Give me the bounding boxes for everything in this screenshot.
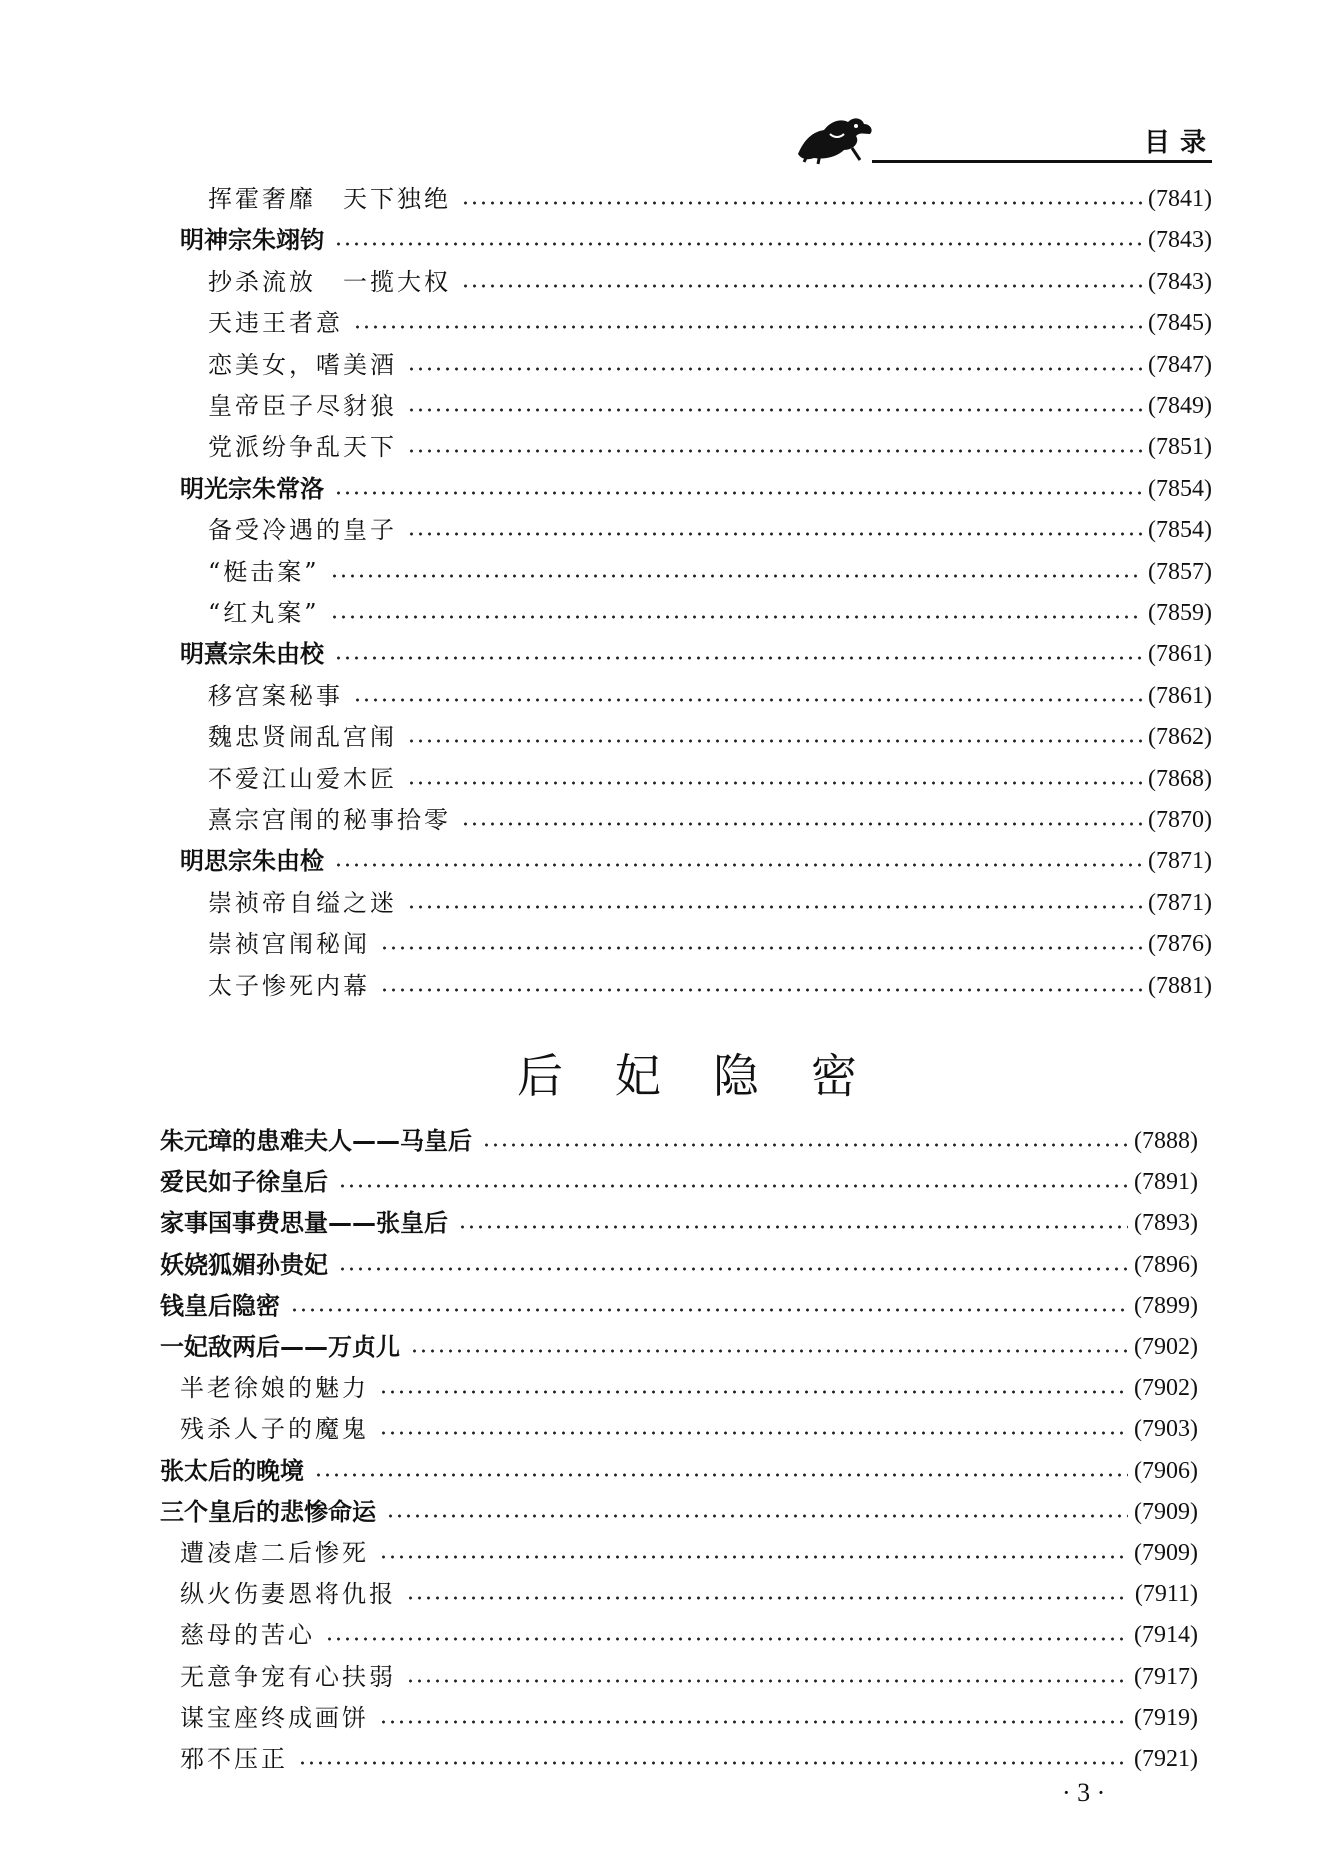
dot-leader	[330, 561, 1142, 579]
dot-leader	[461, 809, 1142, 827]
dot-leader	[334, 478, 1142, 496]
toc-entry	[180, 633, 1212, 669]
toc-entry	[180, 1532, 1198, 1568]
toc-entry-page: (7854)	[1148, 475, 1212, 502]
toc-entry-title: 钱皇后隐密	[160, 1291, 280, 1320]
toc-entry-page: (7914)	[1134, 1622, 1198, 1649]
header-title: 目录	[1143, 128, 1216, 158]
dot-leader	[334, 850, 1142, 868]
toc-entry-title: 妖娆狐媚孙贵妃	[160, 1250, 328, 1279]
toc-entry	[208, 675, 1212, 711]
toc-entry-title: 太子惨死内幕	[208, 971, 370, 1000]
toc-entry-title: 明思宗朱由检	[180, 847, 324, 876]
toc-entry	[208, 716, 1212, 752]
toc-entry	[160, 1161, 1198, 1197]
toc-entry	[180, 468, 1212, 504]
toc-entry-page: (7871)	[1148, 889, 1212, 916]
toc-entry-title: 爱民如子徐皇后	[160, 1168, 328, 1197]
toc-entry-title: 崇祯宫闱秘闻	[208, 930, 370, 959]
toc-entry-title: 慈母的苦心	[180, 1621, 315, 1650]
toc-entry-title: 纵火伤妻恩将仇报	[180, 1580, 396, 1609]
dot-leader	[407, 519, 1142, 537]
toc-entry	[208, 551, 1212, 587]
dot-leader	[482, 1130, 1128, 1148]
header-rule	[872, 160, 1212, 163]
toc-entry	[180, 1738, 1198, 1774]
toc-entry-page: (7903)	[1134, 1416, 1198, 1443]
toc-entry	[160, 1244, 1198, 1280]
toc-entry	[180, 1573, 1198, 1609]
toc-entry-title: 一妃敌两后——万贞儿	[160, 1333, 400, 1361]
dot-leader	[353, 312, 1142, 330]
dot-leader	[325, 1624, 1128, 1642]
dot-leader	[338, 1171, 1128, 1189]
toc-entry	[208, 592, 1212, 628]
toc-entry-page: (7862)	[1148, 724, 1212, 751]
dot-leader	[406, 1583, 1129, 1601]
toc-entry-page: (7899)	[1134, 1292, 1198, 1319]
toc-entry	[208, 385, 1212, 421]
toc-entry-title: 谋宝座终成画饼	[180, 1703, 369, 1732]
toc-entry	[208, 302, 1212, 338]
dot-leader	[407, 436, 1142, 454]
dot-leader	[461, 188, 1142, 206]
toc-entry-page: (7891)	[1134, 1169, 1198, 1196]
toc-entry-page: (7857)	[1148, 558, 1212, 585]
toc-entry-page: (7841)	[1148, 186, 1212, 212]
toc-entry	[208, 509, 1212, 545]
toc-entry-page: (7888)	[1134, 1128, 1198, 1154]
toc-entry-page: (7851)	[1148, 434, 1212, 461]
toc-entry-page: (7854)	[1148, 517, 1212, 544]
toc-entry-page: (7921)	[1134, 1746, 1198, 1772]
dot-leader	[407, 726, 1142, 744]
toc-entry-title: “梃击案”	[208, 557, 320, 586]
section-title: 后妃隐密	[517, 1049, 909, 1103]
dot-leader	[379, 1418, 1128, 1436]
toc-entry	[208, 178, 1212, 214]
toc-entry-page: (7902)	[1134, 1375, 1198, 1402]
dot-leader	[410, 1336, 1128, 1354]
dot-leader	[330, 602, 1142, 620]
toc-entry	[208, 882, 1212, 918]
toc-entry	[208, 261, 1212, 297]
dot-leader	[380, 975, 1142, 993]
toc-entry-page: (7896)	[1134, 1251, 1198, 1278]
toc-entry	[160, 1326, 1198, 1362]
toc-entry	[180, 219, 1212, 255]
toc-entry	[160, 1202, 1198, 1238]
dot-leader	[458, 1212, 1128, 1230]
toc-entry-title: 移宫案秘事	[208, 681, 343, 710]
toc-entry	[180, 1367, 1198, 1403]
dragon-icon	[790, 110, 880, 166]
toc-entry-page: (7861)	[1148, 682, 1212, 709]
toc-entry-title: 崇祯帝自缢之迷	[208, 888, 397, 917]
dot-leader	[380, 933, 1142, 951]
toc-entry-title: 朱元璋的患难夫人——马皇后	[160, 1127, 472, 1155]
dot-leader	[386, 1501, 1128, 1519]
dot-leader	[298, 1748, 1128, 1766]
toc-entry	[208, 799, 1212, 835]
toc-entry-page: (7847)	[1148, 351, 1212, 378]
toc-entry-title: 邪不压正	[180, 1745, 288, 1773]
toc-entry-page: (7902)	[1134, 1334, 1198, 1360]
toc-entry	[180, 1614, 1198, 1650]
dot-leader	[334, 643, 1142, 661]
toc-entry	[208, 965, 1212, 1001]
dot-leader	[407, 354, 1142, 372]
dot-leader	[334, 229, 1142, 247]
toc-entry-page: (7843)	[1148, 268, 1212, 295]
toc-entry-title: 熹宗宫闱的秘事拾零	[208, 806, 451, 834]
toc-entry-title: 明熹宗朱由校	[180, 640, 324, 669]
toc-entry-title: 党派纷争乱天下	[208, 433, 397, 462]
toc-entry-page: (7859)	[1148, 600, 1212, 626]
dot-leader	[407, 892, 1142, 910]
toc-entry	[208, 758, 1212, 794]
toc-entry-title: 不爱江山爱木匠	[208, 764, 397, 793]
toc-entry-title: 备受冷遇的皇子	[208, 516, 397, 545]
dot-leader	[353, 685, 1142, 703]
dot-leader	[314, 1460, 1128, 1478]
toc-entry-title: “红丸案”	[208, 599, 320, 627]
toc-entry-title: 半老徐娘的魅力	[180, 1374, 369, 1403]
toc-entry-page: (7876)	[1148, 931, 1212, 958]
dot-leader	[290, 1295, 1128, 1313]
toc-entry-title: 魏忠贤闹乱宫闱	[208, 723, 397, 752]
toc-entry-title: 皇帝臣子尽豺狼	[208, 392, 397, 420]
toc-entry	[180, 1408, 1198, 1444]
toc-entry	[208, 923, 1212, 959]
toc-entry-page: (7881)	[1148, 972, 1212, 999]
toc-entry-title: 家事国事费思量——张皇后	[160, 1209, 448, 1238]
toc-entry-page: (7909)	[1134, 1540, 1198, 1566]
dot-leader	[379, 1542, 1128, 1560]
toc-entry-page: (7911)	[1134, 1581, 1198, 1608]
toc-entry-title: 恋美女，嗜美酒	[208, 350, 397, 379]
toc-entry	[180, 1656, 1198, 1692]
toc-entry-title: 抄杀流放 一揽大权	[208, 267, 451, 296]
toc-entry	[208, 344, 1212, 380]
dot-leader	[407, 395, 1142, 413]
toc-entry-page: (7919)	[1134, 1704, 1198, 1731]
toc-entry-page: (7861)	[1148, 641, 1212, 668]
toc-entry-page: (7849)	[1148, 393, 1212, 419]
toc-entry-title: 挥霍奢靡 天下独绝	[208, 185, 451, 213]
toc-entry-title: 张太后的晚境	[160, 1456, 304, 1485]
toc-entry-page: (7906)	[1134, 1457, 1198, 1484]
toc-entry	[180, 1697, 1198, 1733]
dot-leader	[407, 768, 1142, 786]
toc-entry-title: 明光宗朱常洛	[180, 474, 324, 503]
toc-entry	[180, 840, 1212, 876]
dot-leader	[379, 1707, 1128, 1725]
toc-entry	[160, 1120, 1198, 1156]
toc-entry-title: 明神宗朱翊钧	[180, 226, 324, 255]
toc-entry-title: 三个皇后的悲惨命运	[160, 1497, 376, 1526]
toc-entry	[160, 1285, 1198, 1321]
toc-entry-page: (7868)	[1148, 765, 1212, 792]
toc-entry	[160, 1450, 1198, 1486]
toc-entry-title: 无意争宠有心扶弱	[180, 1662, 396, 1691]
dot-leader	[406, 1666, 1128, 1684]
toc-entry-title: 遭凌虐二后惨死	[180, 1539, 369, 1567]
dot-leader	[461, 271, 1142, 289]
toc-entry	[208, 426, 1212, 462]
toc-entry-page: (7870)	[1148, 807, 1212, 833]
page-number: · 3 ·	[1062, 1778, 1106, 1807]
toc-entry-title: 残杀人子的魔鬼	[180, 1415, 369, 1444]
toc-entry-page: (7871)	[1148, 848, 1212, 875]
toc-entry-page: (7917)	[1134, 1663, 1198, 1690]
toc-entry-page: (7845)	[1148, 310, 1212, 337]
dot-leader	[379, 1377, 1128, 1395]
toc-entry-page: (7909)	[1134, 1498, 1198, 1525]
toc-entry-page: (7843)	[1148, 227, 1212, 254]
toc-entry-title: 天违王者意	[208, 309, 343, 338]
page-header	[790, 110, 1216, 170]
toc-entry	[160, 1491, 1198, 1527]
dot-leader	[338, 1254, 1128, 1272]
toc-entry-page: (7893)	[1134, 1210, 1198, 1237]
